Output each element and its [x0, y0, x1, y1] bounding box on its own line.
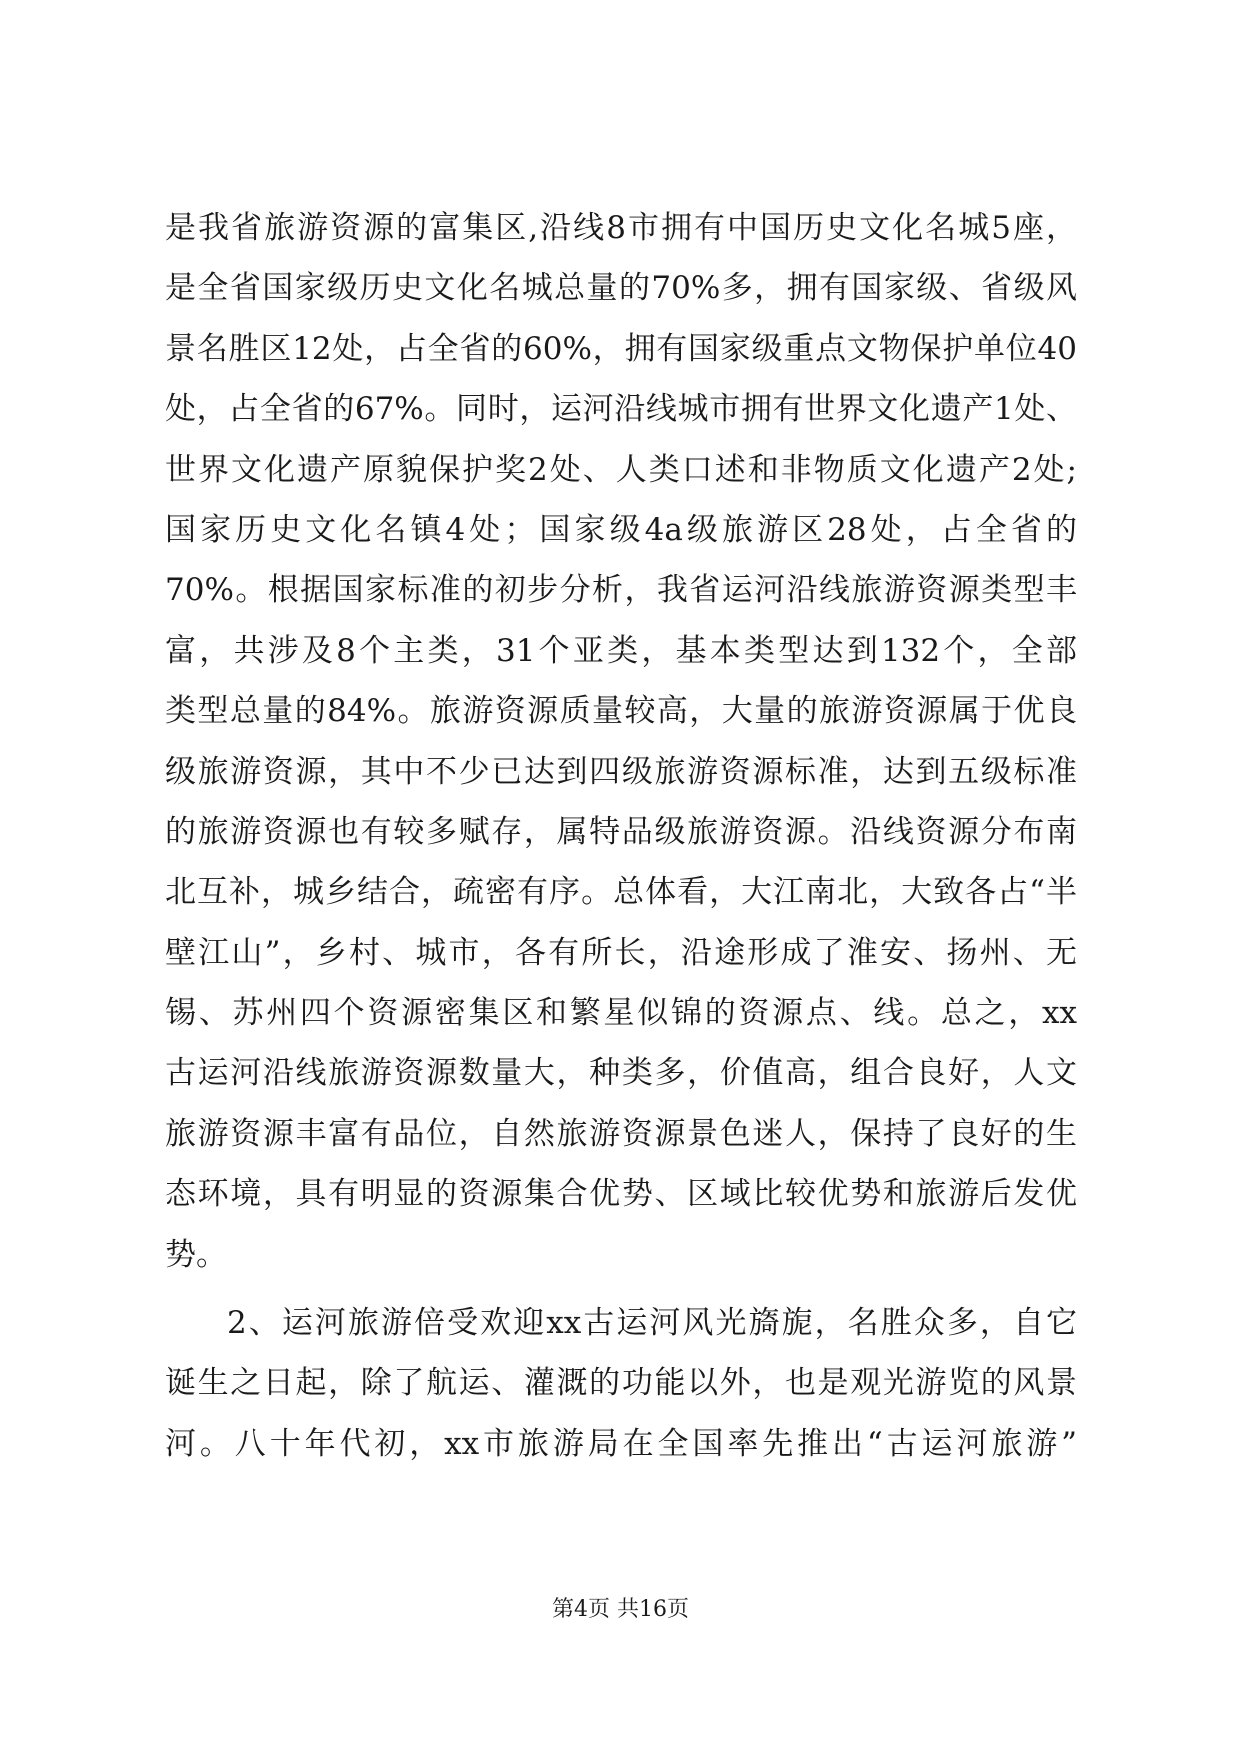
text-line: 世界文化遗产原貌保护奖2处、人类口述和非物质文化遗产2处;: [165, 451, 1077, 488]
text-line: 级旅游资源，其中不少已达到四级旅游资源标准，达到五级标准: [165, 753, 1077, 790]
text-line: 富，共涉及8个主类，31个亚类，基本类型达到132个，全部: [165, 632, 1077, 669]
text-line: 旅游资源丰富有品位，自然旅游资源景色迷人，保持了良好的生: [165, 1115, 1077, 1152]
text-line: 景名胜区12处，占全省的60%，拥有国家级重点文物保护单位40: [165, 330, 1077, 367]
text-line: 河。八十年代初，xx市旅游局在全国率先推出“古运河旅游”: [165, 1425, 1077, 1462]
body-text: [165, 198, 1077, 1474]
page-footer: [0, 1592, 1241, 1623]
text-line: 的旅游资源也有较多赋存，属特品级旅游资源。沿线资源分布南: [165, 813, 1077, 850]
text-line: 是我省旅游资源的富集区,沿线8市拥有中国历史文化名城5座，: [165, 210, 1077, 246]
text-line: 古运河沿线旅游资源数量大，种类多，价值高，组合良好，人文: [165, 1055, 1077, 1092]
text-line: 锡、苏州四个资源密集区和繁星似锦的资源点、线。总之，xx: [165, 995, 1077, 1032]
text-line: 北互补，城乡结合，疏密有序。总体看，大江南北，大致各占“半: [165, 874, 1077, 911]
text-line: 是全省国家级历史文化名城总量的70%多，拥有国家级、省级风: [165, 270, 1077, 307]
text-line: 诞生之日起，除了航运、灌溉的功能以外，也是观光游览的风景: [165, 1365, 1077, 1402]
page-number-label: 第4页 共16页: [552, 1597, 689, 1622]
text-line: 70%。根据国家标准的初步分析，我省运河沿线旅游资源类型丰: [165, 572, 1077, 609]
text-line: 类型总量的84%。旅游资源质量较高，大量的旅游资源属于优良: [165, 693, 1077, 730]
text-line: 势。: [165, 1236, 227, 1273]
text-line: 壁江山”，乡村、城市，各有所长，沿途形成了淮安、扬州、无: [165, 934, 1077, 971]
paragraph-gap: [165, 1285, 1077, 1293]
text-line: 处，占全省的67%。同时，运河沿线城市拥有世界文化遗产1处、: [165, 391, 1077, 428]
text-line: 态环境，具有明显的资源集合优势、区域比较优势和旅游后发优: [165, 1176, 1077, 1213]
text-line: 2、运河旅游倍受欢迎xx古运河风光旖旎，名胜众多，自它: [227, 1305, 1077, 1342]
text-line: 国家历史文化名镇4处；国家级4a级旅游区28处，占全省的: [165, 511, 1077, 548]
